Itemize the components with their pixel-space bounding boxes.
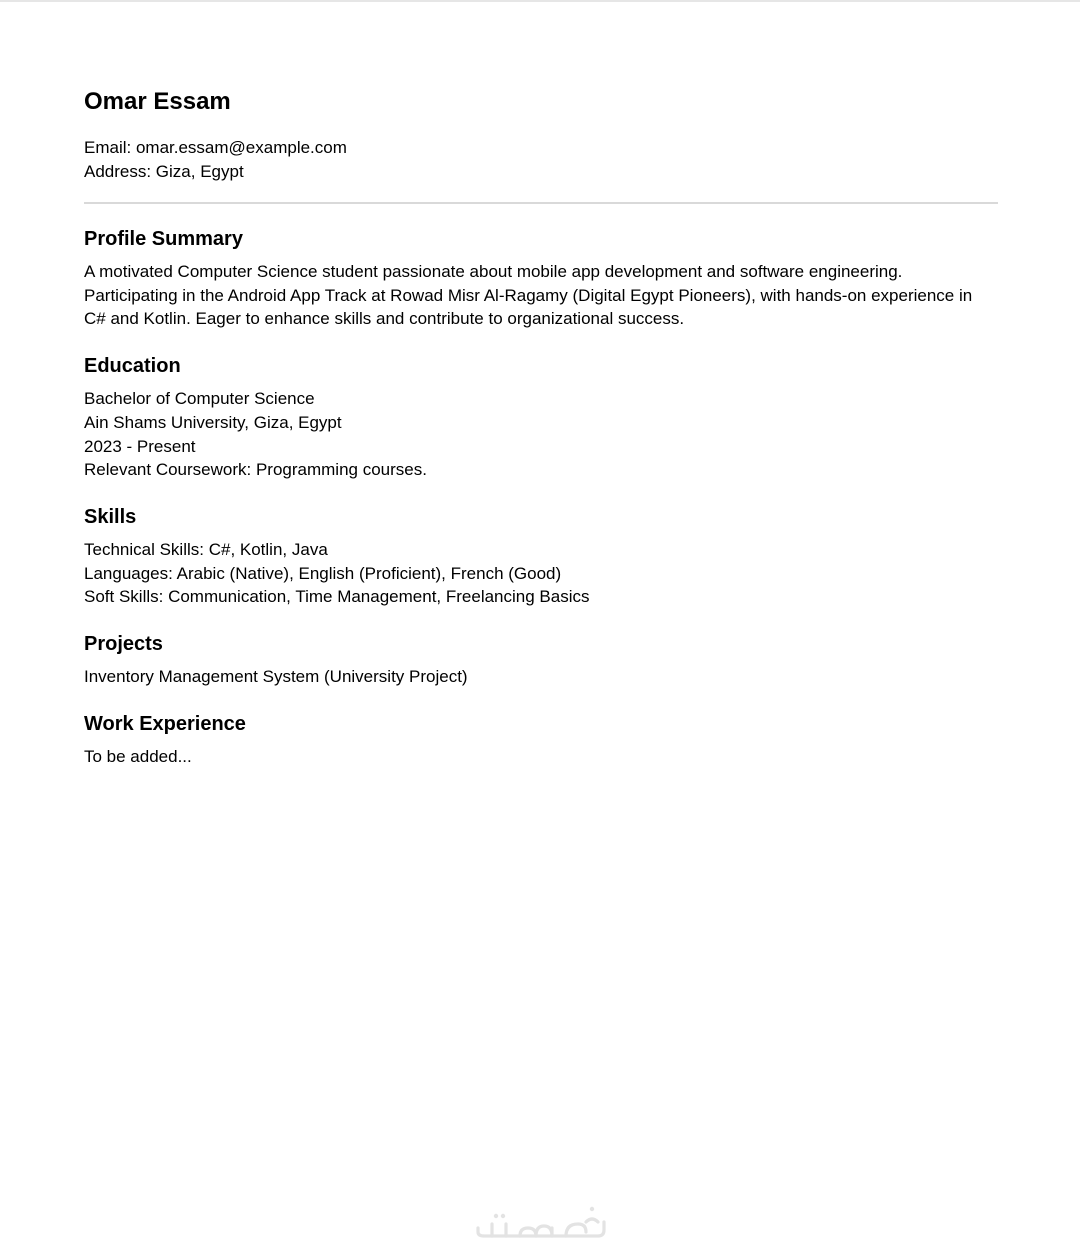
education-university: Ain Shams University, Giza, Egypt [84, 412, 342, 432]
section-title-profile-summary: Profile Summary [84, 228, 243, 250]
education-dates: 2023 - Present [84, 436, 196, 456]
section-title-work-experience: Work Experience [84, 712, 246, 735]
section-title-education: Education [84, 355, 181, 378]
section-profile-summary [84, 226, 998, 331]
address-line: Address: Giza, Egypt [84, 162, 244, 181]
work-experience-item: To be added... [84, 746, 192, 766]
education-coursework: Relevant Coursework: Programming courses. [84, 460, 427, 480]
section-title-skills: Skills [84, 505, 137, 528]
section-work-experience [84, 711, 998, 769]
resume-document [84, 86, 998, 768]
education-body [84, 387, 998, 482]
email-line: Email: omar.essam@example.com [84, 138, 347, 157]
khamsat-watermark-logo [474, 1198, 608, 1242]
skills-soft: Soft Skills: Communication, Time Management, Freelancing Basics [84, 587, 590, 607]
section-education [84, 353, 998, 482]
work-experience-body [84, 745, 998, 769]
contact-info [84, 136, 998, 184]
section-projects [84, 631, 998, 689]
section-title-projects: Projects [84, 633, 163, 656]
top-border [0, 0, 1080, 2]
skills-languages: Languages: Arabic (Native), English (Proficient), French (Good) [84, 563, 562, 583]
candidate-name: Omar Essam [84, 88, 231, 115]
skills-body [84, 538, 998, 609]
section-skills [84, 504, 998, 609]
projects-body [84, 665, 998, 689]
profile-summary-text: A motivated Computer Science student passionate about mobile app development and software engineering. Participating in the Android App Track at Rowad Misr Al-Ragamy (Digital Egypt Pioneers), with hands-on experience in C# and Kotlin. Eager to enhance skills and contribute to organizational success. [84, 262, 973, 329]
header-divider [84, 202, 998, 204]
education-degree: Bachelor of Computer Science [84, 389, 315, 409]
skills-technical: Technical Skills: C#, Kotlin, Java [84, 539, 328, 559]
project-item: Inventory Management System (University Project) [84, 667, 468, 687]
